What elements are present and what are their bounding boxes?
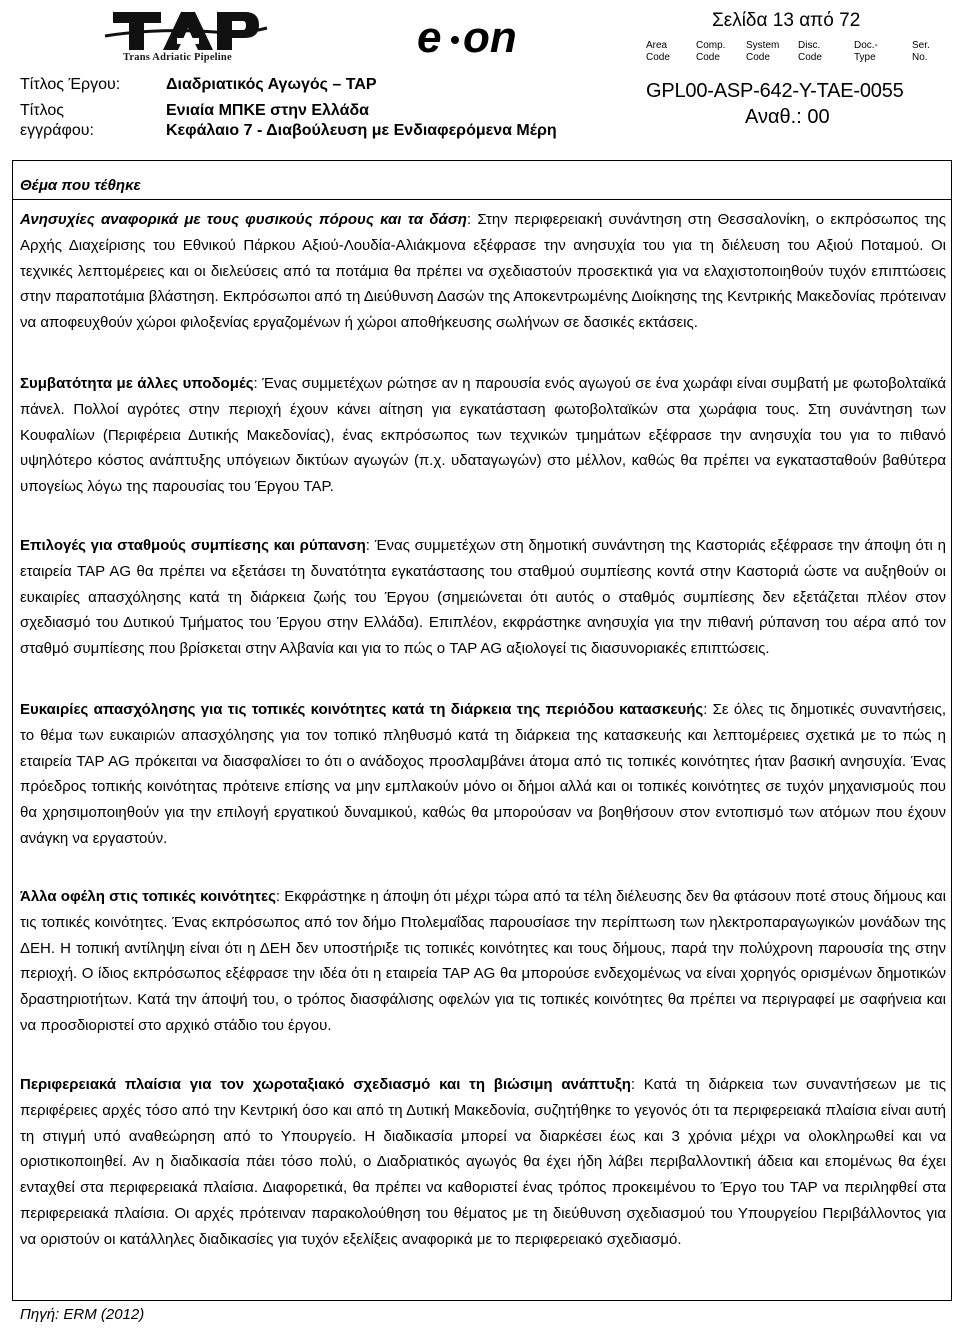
page-indicator: Σελίδα 13 από 72 — [712, 10, 861, 31]
paragraph-local-benefits — [20, 884, 946, 1039]
paragraph-heading: Ανησυχίες αναφορικά με τους φυσικούς πόρους και τα δάση — [20, 211, 467, 228]
paragraph-infrastructure — [20, 371, 946, 500]
code-grid — [640, 40, 950, 68]
code-label-line: Disc. — [798, 40, 821, 51]
doc-title-label-line2: εγγράφου: — [20, 122, 94, 139]
box-bottom-rule — [12, 1300, 952, 1301]
code-label-line: Area — [646, 40, 668, 51]
topic-divider-rule — [12, 199, 952, 200]
tap-logo-subtitle: Trans Adriatic Pipeline — [123, 52, 232, 63]
box-top-rule — [12, 160, 952, 161]
tap-logo — [95, 6, 275, 68]
code-label-line: System — [746, 40, 780, 51]
paragraph-heading: Επιλογές για σταθμούς συμπίεσης και ρύπανση — [20, 537, 366, 554]
code-label-line: Code — [696, 52, 720, 63]
paragraph-regional-frameworks — [20, 1072, 946, 1253]
paragraph-text: : Σε όλες τις δημοτικές συναντήσεις, το θέμα των ευκαιριών απασχόλησης για τον τοπικό πληθυσμό κατά τη διάρκεια της κατασκευής και λεπτομέρειες σχετικά με το πώς η εταιρεία TAP AG πρόκειται να διασφαλίσει το ότι ο ανάδοχος προσλαμβάνει άτομα από τις τοπικές κοινότητες ήταν βασική ανησυχία. Ένας πρόεδρος τοπικής κοινότητας πρότεινε επίσης να μην εμπλακούν μόνο οι δήμοι αλλά και οι τοπικές κοινότητες σε τυχόν μηχανισμούς που θα χρησιμοποιηθούν για την επιλογή εργατικού δυναμικού, καθώς θα μπορούσαν να βοηθήσουν στον εντοπισμό των ατόμων που έχουν ανάγκη να εργαστούν. — [20, 701, 947, 847]
code-label-comp — [696, 40, 748, 64]
code-label-line: No. — [912, 52, 928, 63]
tap-logo-mark — [95, 6, 275, 52]
box-right-rule — [951, 160, 952, 1300]
paragraph-text: : Ένας συμμετέχων στη δημοτική συνάντηση της Καστοριάς εξέφρασε την άποψη ότι η εταιρεία TAP AG θα πρέπει να εξετάσει τη δυνατότητα εγκατάστασης του σταθμού συμπίεσης κοντά στην Καστοριά ώστε να αυξηθούν οι ευκαιρίες απασχόλησης κατά τη διάρκεια ζωής του Έργου (σημειώνεται ότι αυτός ο σταθμός συμπίεσης δεν εξετάζεται πλέον στον σχεδιασμό του Δυτικού Τμήματος του Έργου στην Ελλάδα). Επιπλέον, εκφράστηκε ανησυχία για την πιθανή ρύπανση του αέρα από τον σταθμό συμπίεσης που βρίσκεται στην Αλβανία και για το πώς ο TAP AG αξιολογεί τις διασυνοριακές επιπτώσεις. — [20, 537, 946, 658]
revision: Αναθ.: 00 — [745, 106, 830, 128]
code-label-line: Ser. — [912, 40, 930, 51]
code-label-line: Type — [854, 52, 876, 63]
eon-logo-mark — [415, 14, 545, 60]
doc-title-line2: Κεφάλαιο 7 - Διαβούλευση με Ενδιαφερόμενα Μέρη — [166, 122, 557, 139]
paragraph-employment — [20, 697, 946, 852]
svg-text:on: on — [463, 14, 517, 60]
code-label-line: Code — [646, 52, 670, 63]
paragraph-text: : Κατά τη διάρκεια των συναντήσεων με τις περιφέρειες αρχές τόσο από την Κεντρική όσο και από τη Δυτική Μακεδονία, συζητήθηκε το γεγονός ότι τα περιφερειακά πλαίσια είναι αυτή τη στιγμή υπό αναθεώρηση από το Υπουργείο. Η διαδικασία μπορεί να διαρκέσει έως και 3 χρόνια μέχρι να ολοκληρωθεί και να οριστικοποιηθεί. Αν η διαδικασία πάει τόσο πολύ, ο Διαδριατικός αγωγός θα έχει ήδη λάβει περιβαλλοντική άδεια και επομένως θα έχει ενταχθεί στα περιφερειακά πλαίσια. Διαφορετικά, θα πρέπει να καθοριστεί ένας τρόπος προκειμένου το Έργο του TAP να περιληφθεί στα περιφερειακά πλαίσια. Οι αρχές πρότειναν παρακολούθηση του θέματος με τη διεύθυνση σχεδιασμού του Υπουργείου Περιβάλλοντος για να οριστούν οι κατάλληλες διαδικασίες για τυχόν εξελίξεις αναφορικά με το περιφερειακό σχεδιασμό. — [20, 1076, 946, 1248]
code-label-serno — [912, 40, 960, 64]
doc-title-label-line1: Τίτλος — [20, 102, 65, 119]
code-label-disc — [798, 40, 850, 64]
code-label-area — [646, 40, 698, 64]
code-label-system — [746, 40, 798, 64]
paragraph-heading: Περιφερειακά πλαίσια για τον χωροταξιακό σχεδιασμό και τη βιώσιμη ανάπτυξη — [20, 1076, 631, 1093]
page-header — [0, 0, 960, 150]
code-label-line: Doc.- — [854, 40, 878, 51]
code-label-doctype — [854, 40, 906, 64]
code-label-line: Comp. — [696, 40, 726, 51]
document-number: GPL00-ASP-642-Y-TAE-0055 — [646, 80, 904, 102]
topic-heading: Θέμα που τέθηκε — [20, 177, 141, 194]
paragraph-heading: Ευκαιρίες απασχόλησης για τις τοπικές κοινότητες κατά τη διάρκεια της περιόδου κατασκευής — [20, 701, 704, 718]
code-label-line: Code — [746, 52, 770, 63]
project-value: Διαδριατικός Αγωγός – TAP — [166, 76, 377, 93]
box-left-rule — [12, 160, 13, 1300]
eon-logo — [415, 14, 545, 60]
paragraph-natural-resources — [20, 207, 946, 336]
source-note: Πηγή: ERM (2012) — [20, 1306, 145, 1323]
code-label-line: Code — [798, 52, 822, 63]
paragraph-text: : Ένας συμμετέχων ρώτησε αν η παρουσία ενός αγωγού σε ένα χωράφι είναι συμβατή με φωτοβολταϊκά πάνελ. Πολλοί αγρότες στην περιοχή έχουν κάνει αίτηση για εγκατάσταση φωτοβολταϊκών στα χωράφια τους. Στη συνάντηση των Κουφαλίων (Περιφέρεια Δυτικής Μακεδονίας), ένας εκπρόσωπος των τεχνικών τμημάτων εξέφρασε την ανησυχία του για το πιθανό υψηλότερο κόστος ανάπτυξης υπόγειων δικτύων αγωγών (π.χ. υδαταγωγών) στο μέλλον, καθώς θα πρέπει να εγκατασταθούν βαθύτερα υπογείως λόγω της παρουσίας του Έργου TAP. — [20, 375, 946, 496]
paragraph-text: : Στην περιφερειακή συνάντηση στη Θεσσαλονίκη, ο εκπρόσωπος της Αρχής Διαχείρισης του Εθνικού Πάρκου Αξιού-Λουδία-Αλιάκμονα εξέφρασε την ανησυχία του για τη διέλευση του Αξιού Ποταμού. Οι τεχνικές λεπτομέρειες και οι διελεύσεις από τα ποτάμια θα πρέπει να σχεδιαστούν προσεκτικά για να ελαχιστοποιηθούν τυχόν επιπτώσεις στην παραποτάμια βλάστηση. Εκπρόσωποι από τη Διεύθυνση Δασών της Αποκεντρωμένης Διοίκησης της Κεντρικής Μακεδονίας πρότειναν να αποφευχθούν χώροι φιλοξενίας εργαζομένων ή χώροι αποθήκευσης σωλήνων σε δασικές εκτάσεις. — [20, 211, 947, 332]
doc-title-line1: Ενιαία ΜΠΚΕ στην Ελλάδα — [166, 102, 369, 119]
paragraph-heading: Άλλα οφέλη στις τοπικές κοινότητες — [20, 888, 276, 905]
paragraph-heading: Συμβατότητα με άλλες υποδομές — [20, 375, 254, 392]
paragraph-text: : Εκφράστηκε η άποψη ότι μέχρι τώρα από τα τέλη διέλευσης δεν θα φτάσουν ποτέ στους δήμους και τις τοπικές κοινότητες. Ένας εκπρόσωπος από τον δήμο Πτολεμαΐδας παρουσίασε την περίπτωση των ηλεκτροπαραγωγικών μονάδων της ΔΕΗ. Η τοπική αντίληψη είναι ότι η ΔΕΗ δεν υποστήριξε τις τοπικές κοινότητες και τους δήμους, παρά την πολύχρονη παρουσία της στην περιοχή. Ο ίδιος εκπρόσωπος εξέφρασε την ιδέα ότι η εταιρεία TAP AG θα μπορούσε ενδεχομένως να είναι χορηγός ορισμένων δημοτικών δραστηριοτήτων. Κατά την άποψή του, ο τρόπος διασφάλισης οφελών για τις τοπικές κοινότητες θα πρέπει να περιγραφεί με σαφήνεια και να προσδιοριστεί στο αρχικό στάδιο του έργου. — [20, 888, 946, 1034]
paragraph-compressor-stations — [20, 533, 946, 662]
project-label: Τίτλος Έργου: — [20, 76, 121, 93]
svg-text:e: e — [417, 14, 442, 60]
